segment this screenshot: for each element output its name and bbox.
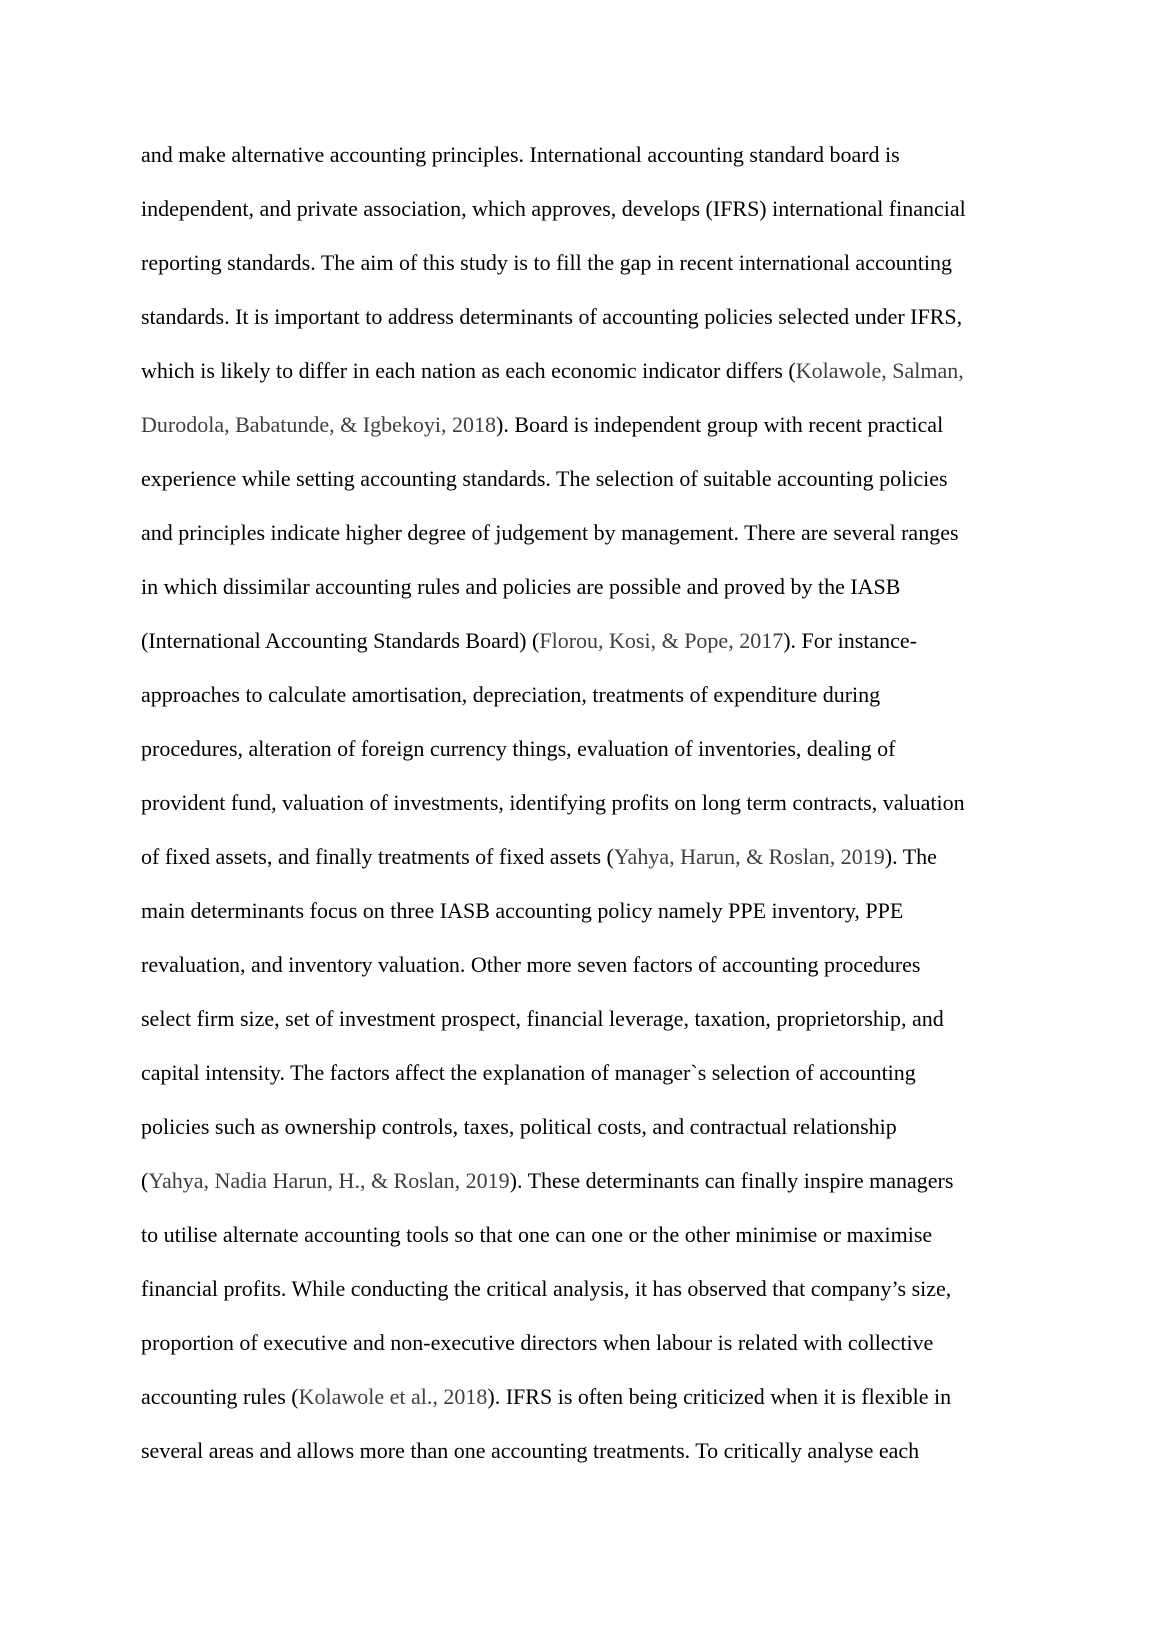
text-segment: proportion of executive and non-executive directors when labour is related with collective <box>141 1330 934 1355</box>
text-line <box>141 614 1041 668</box>
text-line <box>141 1316 1041 1370</box>
text-segment: ). The <box>884 844 937 869</box>
text-segment: experience while setting accounting standards. The selection of suitable accounting policies <box>141 466 948 491</box>
text-line <box>141 506 1041 560</box>
text-line <box>141 1262 1041 1316</box>
body-paragraph <box>141 128 1041 1478</box>
text-segment: standards. It is important to address determinants of accounting policies selected under IFRS, <box>141 304 963 329</box>
citation: Yahya, Harun, & Roslan, 2019 <box>613 844 885 869</box>
text-line <box>141 1370 1041 1424</box>
text-segment: ( <box>141 1168 149 1193</box>
text-segment: capital intensity. The factors affect the explanation of manager`s selection of accounting <box>141 1060 916 1085</box>
text-segment: main determinants focus on three IASB accounting policy namely PPE inventory, PPE <box>141 898 904 923</box>
text-line <box>141 776 1041 830</box>
text-segment: independent, and private association, which approves, develops (IFRS) international financial <box>141 196 966 221</box>
text-line <box>141 1100 1041 1154</box>
text-line <box>141 884 1041 938</box>
text-segment: of fixed assets, and finally treatments of fixed assets ( <box>141 844 614 869</box>
text-segment: several areas and allows more than one accounting treatments. To critically analyse each <box>141 1438 920 1463</box>
citation: Kolawole, Salman, <box>795 358 964 383</box>
text-line <box>141 344 1041 398</box>
text-segment: approaches to calculate amortisation, depreciation, treatments of expenditure during <box>141 682 881 707</box>
text-line <box>141 1208 1041 1262</box>
text-segment: and principles indicate higher degree of judgement by management. There are several ranges <box>141 520 959 545</box>
text-line <box>141 830 1041 884</box>
text-line <box>141 938 1041 992</box>
citation: Florou, Kosi, & Pope, 2017 <box>539 628 784 653</box>
text-segment: provident fund, valuation of investments, identifying profits on long term contracts, valuation <box>141 790 965 815</box>
text-segment: ). IFRS is often being criticized when it is flexible in <box>487 1384 952 1409</box>
text-segment: ). For instance- <box>783 628 917 653</box>
text-line <box>141 1154 1041 1208</box>
text-segment: procedures, alteration of foreign currency things, evaluation of inventories, dealing of <box>141 736 896 761</box>
text-segment: accounting rules ( <box>141 1384 299 1409</box>
text-line <box>141 236 1041 290</box>
text-line <box>141 992 1041 1046</box>
text-segment: ). These determinants can finally inspire managers <box>509 1168 954 1193</box>
text-segment: and make alternative accounting principles. International accounting standard board is <box>141 142 900 167</box>
text-line <box>141 452 1041 506</box>
text-line <box>141 722 1041 776</box>
text-segment: to utilise alternate accounting tools so that one can one or the other minimise or maximise <box>141 1222 933 1247</box>
text-segment: reporting standards. The aim of this study is to fill the gap in recent international accounting <box>141 250 952 275</box>
text-line <box>141 1046 1041 1100</box>
text-line <box>141 128 1041 182</box>
text-segment: in which dissimilar accounting rules and policies are possible and proved by the IASB <box>141 574 901 599</box>
text-segment: revaluation, and inventory valuation. Other more seven factors of accounting procedures <box>141 952 921 977</box>
text-line <box>141 668 1041 722</box>
citation: Yahya, Nadia Harun, H., & Roslan, 2019 <box>148 1168 510 1193</box>
citation: Kolawole et al., 2018 <box>298 1384 488 1409</box>
text-segment: (International Accounting Standards Board) ( <box>141 628 540 653</box>
text-line <box>141 290 1041 344</box>
text-line <box>141 182 1041 236</box>
text-segment: financial profits. While conducting the critical analysis, it has observed that company’s size, <box>141 1276 952 1301</box>
text-segment: policies such as ownership controls, taxes, political costs, and contractual relationship <box>141 1114 897 1139</box>
text-line <box>141 1424 1041 1478</box>
text-segment: which is likely to differ in each nation as each economic indicator differs ( <box>141 358 796 383</box>
text-segment: select firm size, set of investment prospect, financial leverage, taxation, proprietorship, and <box>141 1006 944 1031</box>
text-segment: ). Board is independent group with recent practical <box>496 412 944 437</box>
text-line <box>141 398 1041 452</box>
text-line <box>141 560 1041 614</box>
citation: Durodola, Babatunde, & Igbekoyi, 2018 <box>141 412 496 437</box>
